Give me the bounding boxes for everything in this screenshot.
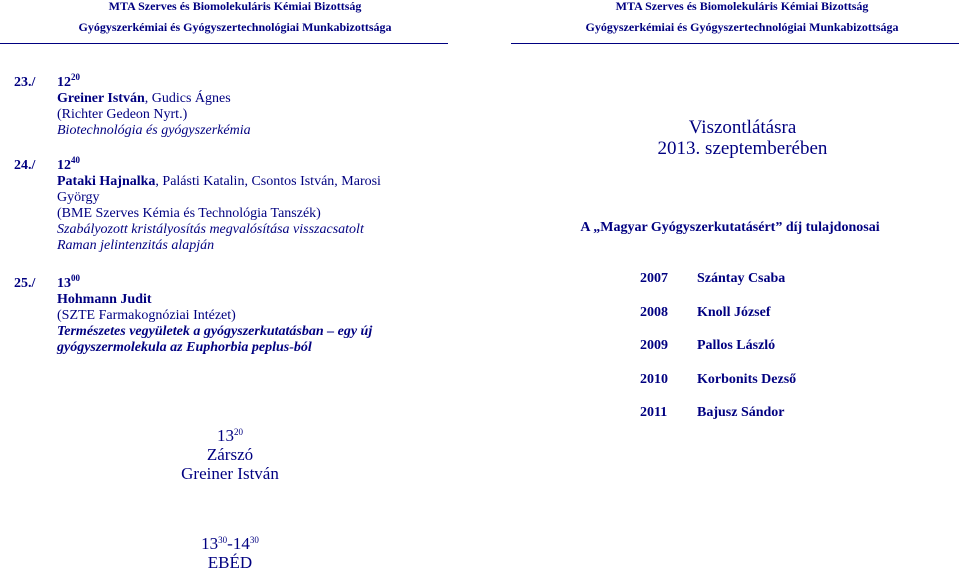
talk-23: [14, 72, 434, 139]
talk-24-title-line2: Raman jelintenzitás alapján: [57, 238, 215, 253]
award-name: Bajusz Sándor: [697, 405, 785, 420]
talk-24: [14, 155, 444, 254]
header-right-line2: Gyógyszerkémiai és Gyógyszertechnológiai Munkabizottsága: [585, 20, 899, 34]
talk-25-speaker: Hohmann Judit: [57, 292, 152, 307]
talk-24-time: $12^{40}$: [57, 155, 80, 173]
talk-23-title: Biotechnológia és gyógyszerkémia: [57, 123, 251, 138]
award-row: [640, 372, 796, 388]
lunch-time: $13^{30}-14^{30}$: [201, 534, 259, 553]
award-name: Szántay Csaba: [697, 271, 786, 286]
award-name: Pallos László: [697, 338, 776, 353]
talk-25-number: 25./: [14, 276, 36, 291]
farewell-block: [600, 117, 885, 159]
talk-25-title-line1: Természetes vegyületek a gyógyszerkutatásban – egy új: [57, 324, 373, 339]
talk-25: [14, 273, 444, 356]
award-row: [640, 271, 785, 287]
award-year: 2011: [640, 405, 668, 420]
header-left-line2: Gyógyszerkémiai és Gyógyszertechnológiai Munkabizottsága: [78, 20, 392, 34]
award-year: 2007: [640, 271, 668, 286]
award-name: Knoll József: [697, 305, 771, 320]
talk-25-time: $13^{00}$: [57, 273, 80, 291]
talk-24-number: 24./: [14, 158, 36, 173]
talk-24-speakers-line2: György: [57, 190, 100, 205]
award-year: 2010: [640, 372, 668, 387]
talk-23-speakers: Greiner István, Gudics Ágnes: [57, 91, 231, 106]
talk-25-title-line2: gyógyszermolekula az Euphorbia peplus-ból: [57, 340, 312, 355]
talk-25-affiliation: (SZTE Farmakognóziai Intézet): [57, 308, 236, 323]
talk-24-title-line1: Szabályozott kristályosítás megvalósítása visszacsatolt: [57, 222, 364, 237]
award-row: [640, 405, 785, 421]
talk-23-time: $12^{20}$: [57, 72, 80, 90]
farewell-line2: 2013. szeptemberében: [657, 138, 828, 159]
header-right-rule: [511, 43, 959, 44]
lunch-label: EBÉD: [207, 553, 253, 572]
header-right-line1: MTA Szerves és Biomolekuláris Kémiai Bizottság: [615, 0, 869, 13]
talk-24-speakers: Pataki Hajnalka, Palásti Katalin, Csontos István, Marosi: [57, 174, 381, 189]
header-left-rule: [0, 43, 448, 44]
farewell-line1: Viszontlátásra: [688, 117, 797, 138]
talk-24-affiliation: (BME Szerves Kémia és Technológia Tanszék): [57, 206, 321, 221]
header-left-line1: MTA Szerves és Biomolekuláris Kémiai Bizottság: [108, 0, 362, 13]
talk-23-number: 23./: [14, 75, 36, 90]
award-year: 2008: [640, 305, 668, 320]
award-year: 2009: [640, 338, 668, 353]
closing-label: Zárszó: [206, 445, 254, 464]
award-row: [640, 338, 775, 354]
award-name: Korbonits Dezső: [697, 372, 797, 387]
award-row: [640, 305, 771, 321]
header-right: [552, 0, 932, 34]
header-left: [40, 0, 430, 34]
closing-block: [130, 426, 330, 483]
lunch-block: [130, 534, 330, 572]
award-title: A „Magyar Gyógyszerkutatásért” díj tulajdonosai: [580, 220, 880, 235]
closing-time: $13^{20}$: [217, 426, 243, 445]
closing-speaker: Greiner István: [181, 464, 279, 483]
talk-23-affiliation: (Richter Gedeon Nyrt.): [57, 107, 188, 122]
